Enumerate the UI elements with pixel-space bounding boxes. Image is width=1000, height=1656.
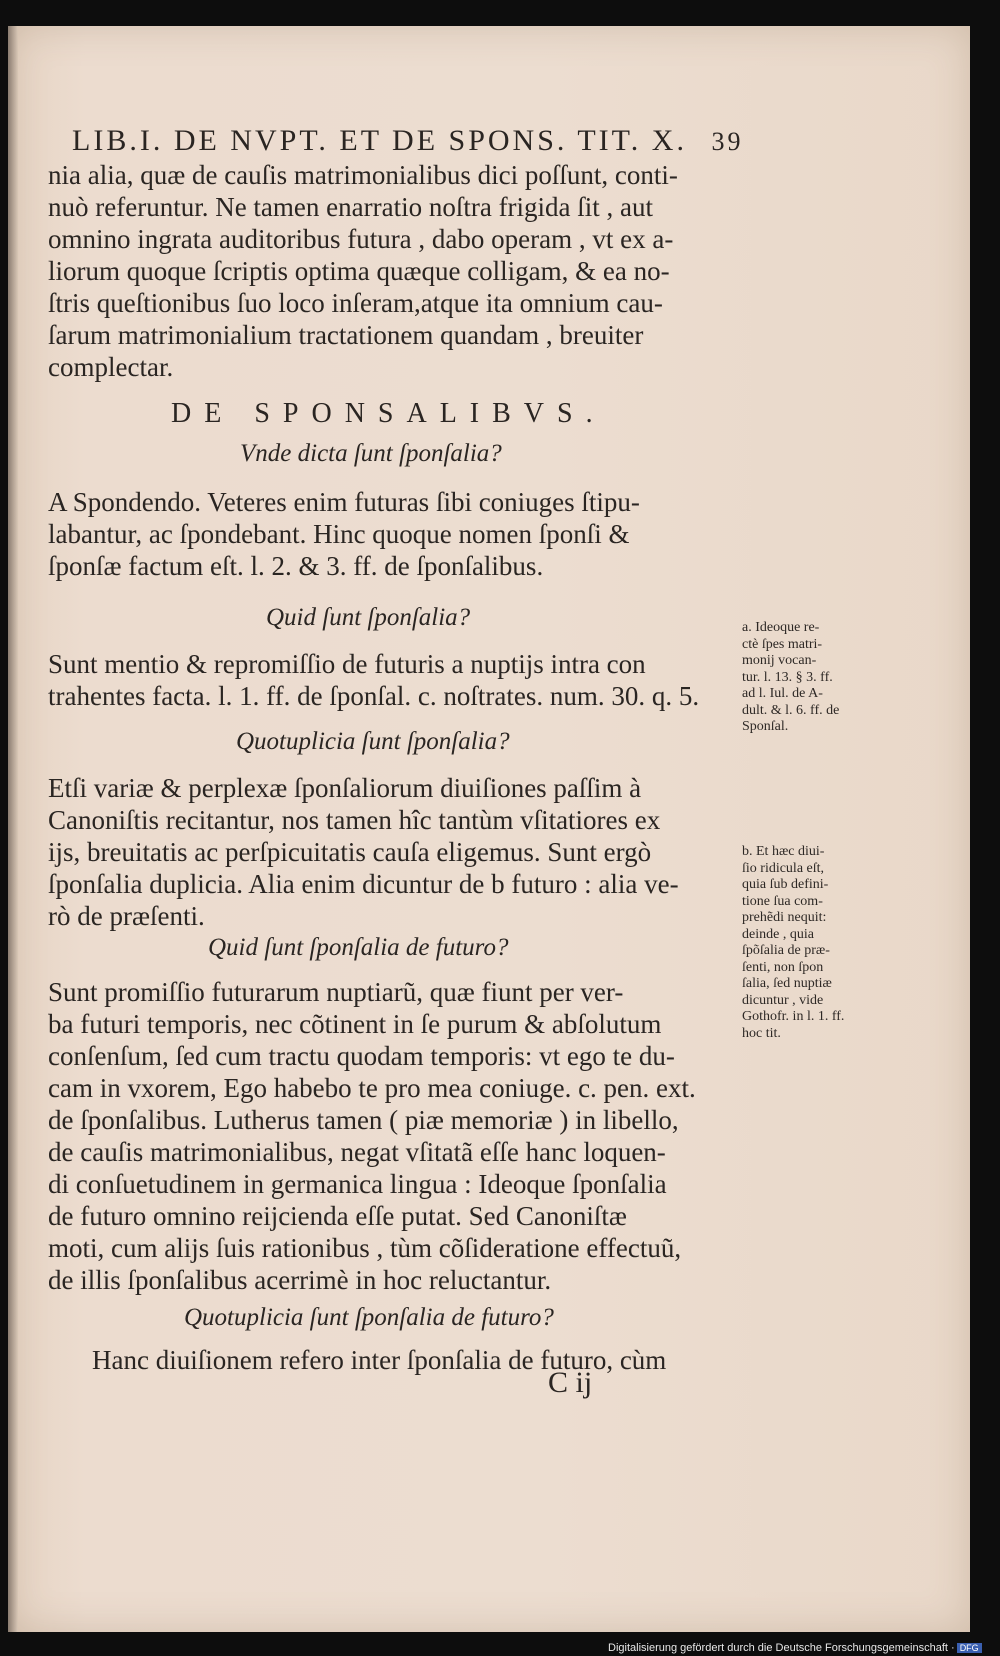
note-line: Gothofr. in l. 1. ff. xyxy=(742,1009,845,1024)
section-heading: DE SPONSALIBVS. xyxy=(171,398,606,429)
note-line: dicuntur , vide xyxy=(742,992,824,1008)
text-line: nuò referuntur. Ne tamen enarratio noſtra frigida ſit , aut xyxy=(48,192,654,222)
note-line: quia ſub defini- xyxy=(742,877,829,892)
note-line: tur. l. 13. § 3. ff. xyxy=(742,669,833,685)
question-heading: Quid ſunt ſponſalia? xyxy=(266,604,471,631)
note-line: deinde , quia xyxy=(742,926,814,942)
running-head xyxy=(72,124,743,158)
text-line: ſtris queſtionibus ſuo loco inſeram,atque ita omnium cau- xyxy=(48,288,663,318)
note-line: monij vocan- xyxy=(742,653,817,668)
dfg-logo: DFG xyxy=(957,1643,982,1653)
folio-number: 39 xyxy=(711,127,744,156)
text-line: complectar. xyxy=(48,352,174,382)
text-line: Sunt promiſſio futurarum nuptiarũ, quæ fiunt per ver- xyxy=(48,977,624,1007)
footer-text: Digitalisierung gefördert durch die Deutsche Forschungsgemeinschaft · xyxy=(608,1642,955,1654)
text-line: liorum quoque ſcriptis optima quæque colligam, & ea no- xyxy=(48,256,670,286)
signature-mark: C ij xyxy=(548,1366,593,1399)
note-line: ſpõſalia de præ- xyxy=(742,943,830,958)
text-line: A Spondendo. Veteres enim futuras ſibi coniuges ſtipu- xyxy=(48,487,640,517)
text-line: ſponſalia duplicia. Alia enim dicuntur de b futuro : alia ve- xyxy=(48,869,679,899)
answer-paragraph xyxy=(48,486,640,582)
answer-paragraph xyxy=(48,772,679,932)
marginal-note-a xyxy=(742,620,839,736)
note-line: dult. & l. 6. ff. de xyxy=(742,702,840,718)
note-line: ad l. Iul. de A- xyxy=(742,686,823,701)
text-line: nia alia, quæ de cauſis matrimonialibus dici poſſunt, conti- xyxy=(48,160,678,190)
text-line: de cauſis matrimonialibus, negat vſitatã eſſe hanc loquen- xyxy=(48,1137,666,1167)
text-line: Hanc diuiſionem refero inter ſponſalia de futuro, cùm xyxy=(92,1345,667,1375)
marginal-note-b xyxy=(742,844,844,1042)
question-heading: Quid ſunt ſponſalia de futuro? xyxy=(208,934,509,961)
text-line: omnino ingrata auditoribus futura , dabo operam , vt ex a- xyxy=(48,224,674,254)
note-line: a. Ideoque re- xyxy=(742,620,820,635)
note-line: prehẽdi nequit: xyxy=(742,910,827,925)
text-line: Canoniſtis recitantur, nos tamen hîc tantùm vſitatiores ex xyxy=(48,805,661,835)
note-line: tione ſua com- xyxy=(742,893,823,909)
text-line: ijs, breuitatis ac perſpicuitatis cauſa eligemus. Sunt ergò xyxy=(48,837,652,867)
text-line: Sunt mentio & repromiſſio de futuris a nuptijs intra con xyxy=(48,649,646,679)
text-line: conſenſum, ſed cum tractu quodam temporis: vt ego te du- xyxy=(48,1041,675,1071)
text-line: labantur, ac ſpondebant. Hinc quoque nomen ſponſi & xyxy=(48,519,630,549)
text-line: de illis ſponſalibus acerrimè in hoc reluctantur. xyxy=(48,1265,552,1295)
answer-paragraph xyxy=(48,648,699,712)
text-line: ſponſæ factum eſt. l. 2. & 3. ff. de ſponſalibus. xyxy=(48,551,544,581)
question-heading: Quotuplicia ſunt ſponſalia? xyxy=(236,728,510,755)
text-line: moti, cum alijs ſuis rationibus , tùm cõſideratione effectuũ, xyxy=(48,1233,682,1263)
note-line: ſalia, ſed nuptiæ xyxy=(742,976,832,991)
book-page xyxy=(8,26,970,1632)
text-line: ſarum matrimonialium tractationem quandam , breuiter xyxy=(48,320,644,350)
note-line: ctè ſpes matri- xyxy=(742,636,823,652)
text-line: de futuro omnino reijcienda eſſe putat. Sed Canoniſtæ xyxy=(48,1201,627,1231)
running-head-text: LIB.I. DE NVPT. ET DE SPONS. TIT. X. xyxy=(72,124,687,157)
note-line: ſio ridicula eſt, xyxy=(742,860,825,876)
answer-paragraph xyxy=(48,976,696,1296)
text-line: de ſponſalibus. Lutherus tamen ( piæ memoriæ ) in libello, xyxy=(48,1105,679,1135)
note-line: hoc tit. xyxy=(742,1025,781,1041)
note-line: b. Et hæc diui- xyxy=(742,844,825,859)
funding-footer xyxy=(608,1642,982,1654)
text-line: cam in vxorem, Ego habebo te pro mea coniuge. c. pen. ext. xyxy=(48,1073,696,1103)
text-line: ba futuri temporis, nec cõtinent in ſe purum & abſolutum xyxy=(48,1009,662,1039)
text-line: rò de præſenti. xyxy=(48,901,205,931)
text-line: di conſuetudinem in germanica lingua : Ideoque ſponſalia xyxy=(48,1169,667,1199)
page-gutter xyxy=(8,26,18,1632)
note-line: Sponſal. xyxy=(742,719,789,734)
intro-paragraph xyxy=(48,159,678,383)
text-line: Etſi variæ & perplexæ ſponſaliorum diuiſiones paſſim à xyxy=(48,773,642,803)
text-line: trahentes facta. l. 1. ff. de ſponſal. c. noſtrates. num. 30. q. 5. xyxy=(48,681,700,711)
note-line: ſenti, non ſpon xyxy=(742,959,824,975)
question-heading: Vnde dicta ſunt ſponſalia? xyxy=(240,440,502,467)
question-heading: Quotuplicia ſunt ſponſalia de futuro? xyxy=(184,1304,554,1331)
